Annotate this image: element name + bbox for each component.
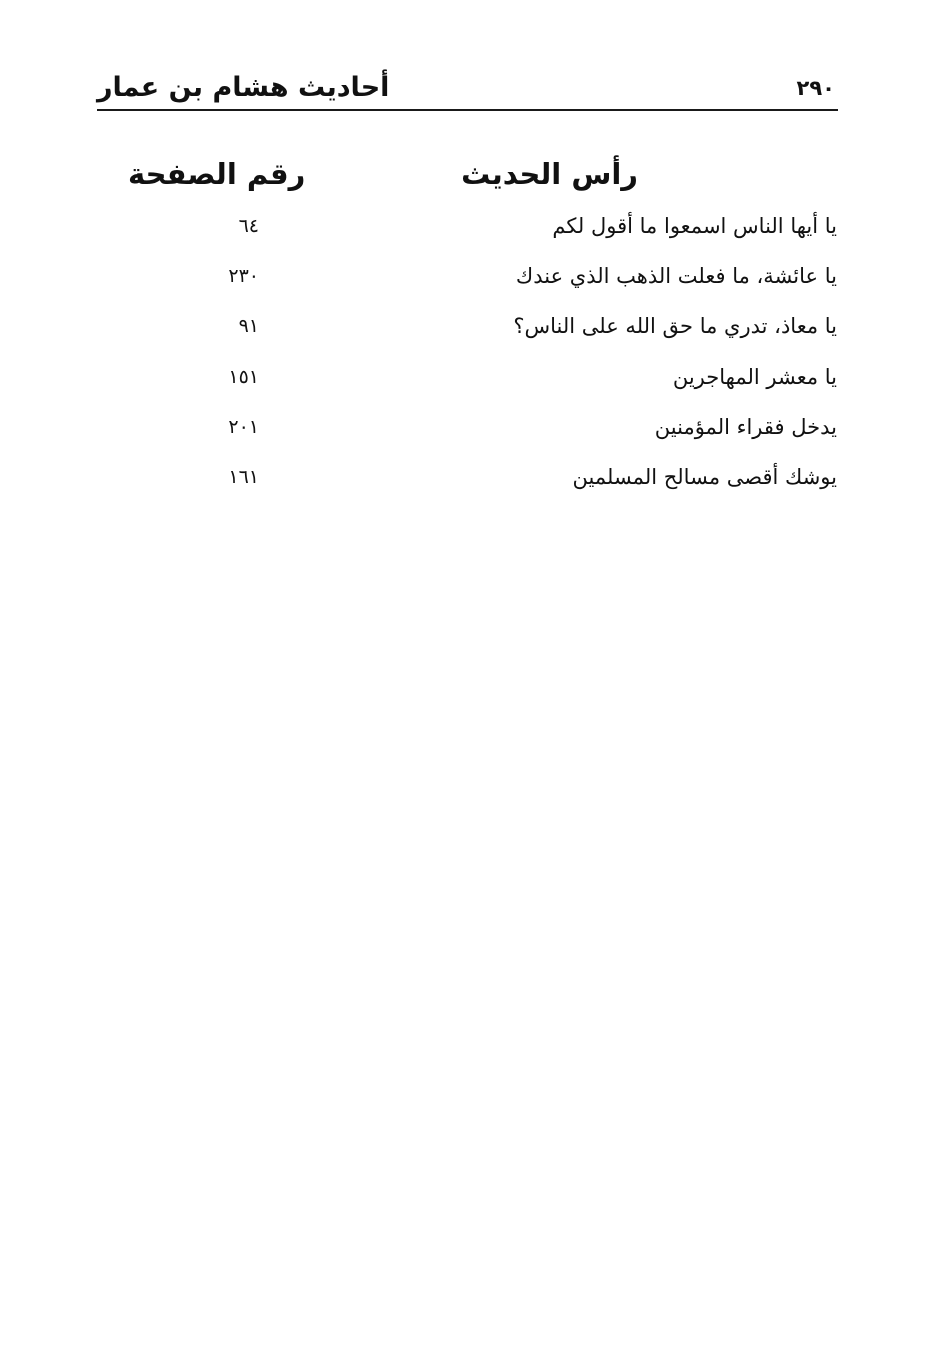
index-row	[97, 252, 837, 302]
hadith-opening: يا معاذ، تدري ما حق الله على الناس؟	[513, 314, 837, 339]
index-row	[97, 403, 837, 453]
page-reference: ٢٣٠	[228, 265, 259, 288]
index-row	[97, 202, 837, 252]
book-title: أحاديث هشام بن عمار	[97, 72, 390, 103]
page-reference: ١٥١	[228, 365, 259, 388]
hadith-opening: يدخل فقراء المؤمنين	[654, 414, 837, 439]
page-number: ٢٩٠	[796, 76, 835, 100]
index-row	[97, 302, 837, 352]
index-row	[97, 353, 837, 403]
index-row	[97, 453, 837, 503]
hadith-opening: يوشك أقصى مسالح المسلمين	[572, 464, 837, 489]
hadith-opening: يا عائشة، ما فعلت الذهب الذي عندك	[515, 264, 837, 289]
running-head	[97, 70, 837, 110]
page-reference: ٩١	[238, 315, 259, 338]
hadith-opening: يا أيها الناس اسمعوا ما أقول لكم	[552, 214, 837, 238]
hadith-index-table	[97, 202, 837, 503]
page-reference: ٢٠١	[228, 415, 259, 438]
header-rule	[97, 109, 838, 111]
hadith-column-header: رأس الحديث	[461, 157, 638, 191]
page-reference: ٦٤	[238, 215, 259, 237]
page-column-header: رقم الصفحة	[128, 157, 306, 191]
hadith-opening: يا معشر المهاجرين	[672, 364, 837, 389]
page-reference: ١٦١	[228, 465, 259, 488]
